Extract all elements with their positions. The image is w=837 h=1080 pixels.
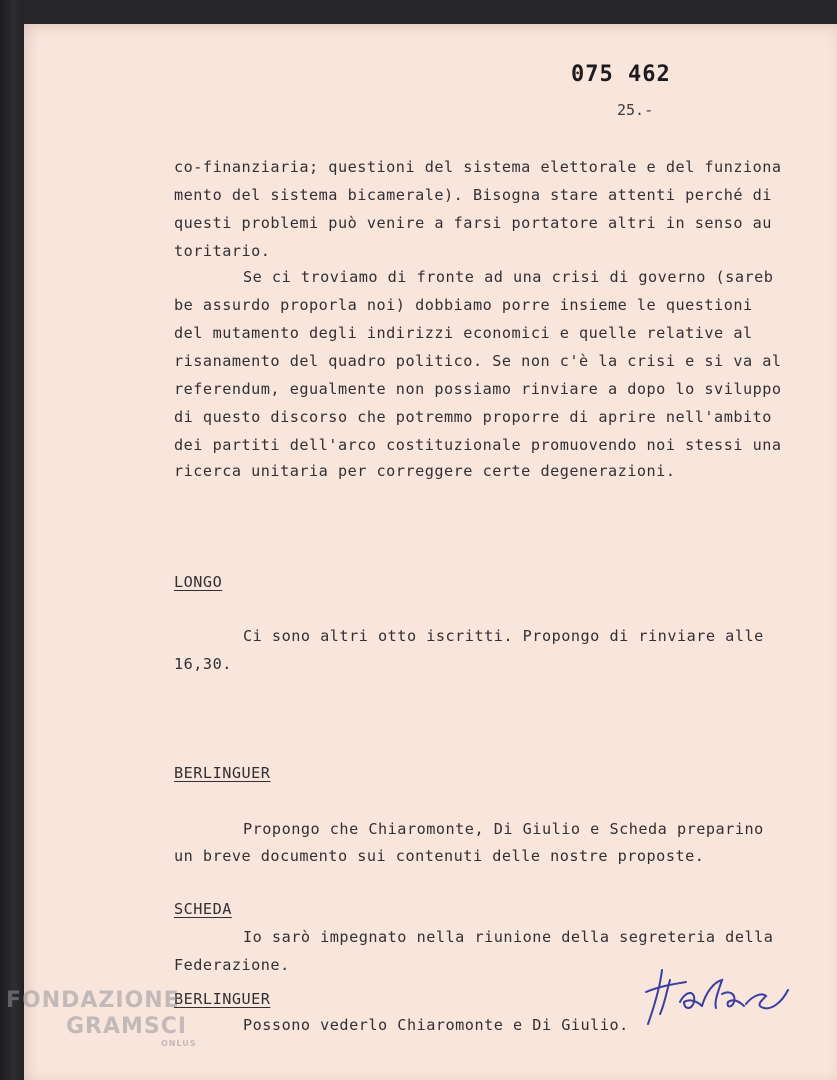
text-line: be assurdo proporla noi) dobbiamo porre insieme le questioni [174,296,753,314]
text-line: Federazione. [174,956,290,974]
binding-edge [0,0,24,1080]
text-line: dei partiti dell'arco costituzionale promuovendo noi stessi una [174,436,782,454]
speaker-berlinguer: BERLINGUER [174,764,271,782]
text-line: mento del sistema bicamerale). Bisogna stare attenti perché di [174,186,772,204]
speaker-berlinguer-2: BERLINGUER [174,990,271,1008]
text-line: questi problemi può venire a farsi portatore altri in senso au [174,214,772,232]
text-line: 16,30. [174,655,232,673]
text-line: Propongo che Chiaromonte, Di Giulio e Scheda preparino [243,820,764,838]
watermark-logo [6,990,197,1048]
page-number: 25.- [617,101,654,119]
text-line: risanamento del quadro politico. Se non c'è la crisi e si va al [174,352,782,370]
speaker-longo: LONGO [174,573,223,591]
archive-number: 075 462 [571,62,671,87]
handwritten-signature [640,962,800,1032]
text-line: Io sarò impegnato nella riunione della segreteria della [243,928,774,946]
text-line: un breve documento sui contenuti delle nostre proposte. [174,847,705,865]
text-line: co-finanziaria; questioni del sistema elettorale e del funziona [174,158,782,176]
text-line: di questo discorso che potremmo proporre di aprire nell'ambito [174,408,772,426]
text-line: del mutamento degli indirizzi economici e quelle relative al [174,324,753,342]
text-line: ricerca unitaria per correggere certe degenerazioni. [174,462,676,480]
watermark-line-3: ONLUS [161,1039,197,1048]
watermark-line-1: FONDAZIONE [6,988,180,1013]
text-line: Ci sono altri otto iscritti. Propongo di rinviare alle [243,627,764,645]
text-line: Possono vederlo Chiaromonte e Di Giulio. [243,1016,629,1034]
text-line: toritario. [174,242,271,260]
text-line: referendum, egualmente non possiamo rinviare a dopo lo sviluppo [174,380,782,398]
document-page [24,24,837,1080]
speaker-scheda: SCHEDA [174,900,232,918]
watermark-line-2: GRAMSCI [66,1014,188,1039]
text-line: Se ci troviamo di fronte ad una crisi di governo (sareb [243,268,774,286]
